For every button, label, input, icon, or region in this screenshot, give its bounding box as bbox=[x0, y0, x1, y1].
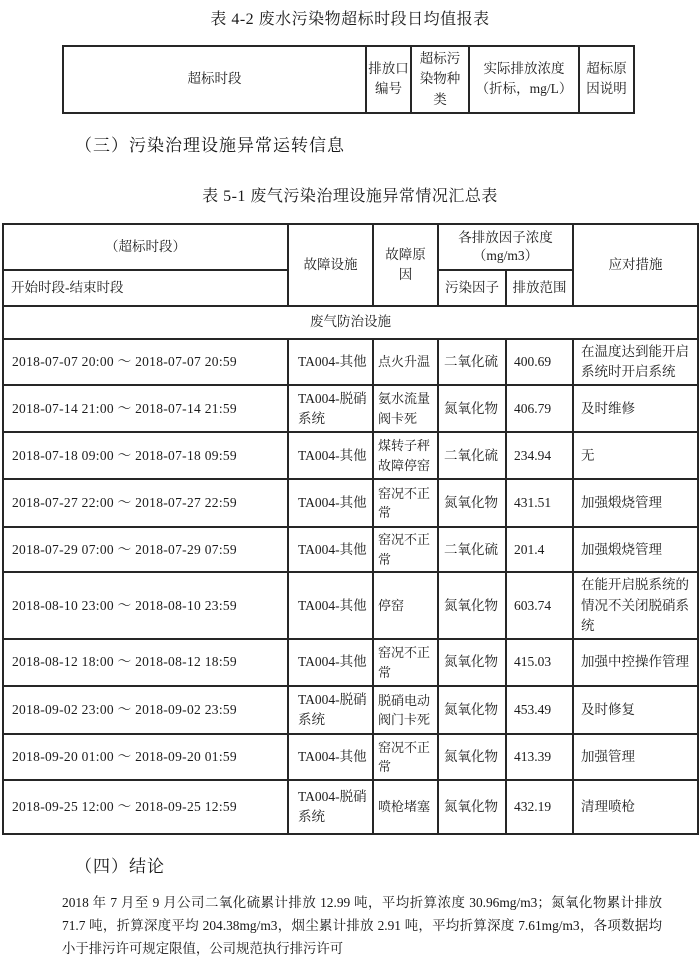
table-row bbox=[3, 639, 698, 686]
cell-factor: 二氧化硫 bbox=[438, 527, 506, 572]
table42-title: 表 4-2 废水污染物超标时段日均值报表 bbox=[210, 11, 490, 28]
cell-range: 201.4 bbox=[506, 527, 573, 572]
table-row bbox=[3, 686, 698, 734]
cell-range: 234.94 bbox=[506, 432, 573, 479]
cell-factor: 氮氧化物 bbox=[438, 385, 506, 432]
table51-header-concentration-line2: （mg/m3） bbox=[472, 247, 539, 263]
cell-measures: 加强中控操作管理 bbox=[573, 639, 698, 686]
table-row bbox=[3, 385, 698, 432]
cell-range: 413.39 bbox=[506, 734, 573, 780]
table51-header-period-bottom: 开始时段-结束时段 bbox=[3, 270, 288, 306]
table42-header-concentration bbox=[469, 46, 579, 113]
table42-header-concentration-line2: （折标，mg/L） bbox=[475, 81, 573, 97]
table42-header-concentration-line1: 实际排放浓度 bbox=[483, 61, 565, 77]
table42-header-outlet: 排放口编号 bbox=[366, 46, 411, 113]
table-row bbox=[3, 432, 698, 479]
cell-reason: 煤转子秤故障停窑 bbox=[373, 432, 438, 479]
cell-range: 431.51 bbox=[506, 479, 573, 527]
cell-period: 2018-07-18 09:00 ～ 2018-07-18 09:59 bbox=[3, 432, 288, 479]
table-row bbox=[3, 527, 698, 572]
cell-period: 2018-07-07 20:00 ～ 2018-07-07 20:59 bbox=[3, 339, 288, 386]
cell-measures: 加强管理 bbox=[573, 734, 698, 780]
table42-header-reason: 超标原因说明 bbox=[579, 46, 634, 113]
cell-reason: 窑况不正常 bbox=[373, 479, 438, 527]
table51-header-row-top bbox=[3, 224, 698, 270]
cell-period: 2018-09-25 12:00 ～ 2018-09-25 12:59 bbox=[3, 780, 288, 834]
cell-facility: TA004-其他 bbox=[288, 432, 373, 479]
table-row bbox=[3, 339, 698, 386]
table51-header-concentration-line1: 各排放因子浓度 bbox=[458, 229, 553, 245]
cell-period: 2018-09-20 01:00 ～ 2018-09-20 01:59 bbox=[3, 734, 288, 780]
cell-range: 603.74 bbox=[506, 572, 573, 639]
cell-period: 2018-07-29 07:00 ～ 2018-07-29 07:59 bbox=[3, 527, 288, 572]
table51-header-concentration-group bbox=[438, 224, 573, 270]
cell-facility: TA004-脱硝系统 bbox=[288, 780, 373, 834]
table51-abnormal-summary bbox=[2, 223, 699, 835]
cell-measures: 在能开启脱系统的情况不关闭脱硝系统 bbox=[573, 572, 698, 639]
cell-factor: 二氧化硫 bbox=[438, 339, 506, 386]
table51-header-measures: 应对措施 bbox=[573, 224, 698, 306]
table51-header-period-top: （超标时段） bbox=[3, 224, 288, 270]
cell-period: 2018-07-27 22:00 ～ 2018-07-27 22:59 bbox=[3, 479, 288, 527]
table51-header-range: 排放范围 bbox=[506, 270, 573, 306]
cell-factor: 氮氧化物 bbox=[438, 780, 506, 834]
table-row bbox=[3, 780, 698, 834]
cell-measures: 在温度达到能开启系统时开启系统 bbox=[573, 339, 698, 386]
table-row bbox=[3, 734, 698, 780]
cell-factor: 氮氧化物 bbox=[438, 734, 506, 780]
table51-section-row bbox=[3, 306, 698, 339]
cell-reason: 脱硝电动阀门卡死 bbox=[373, 686, 438, 734]
cell-facility: TA004-其他 bbox=[288, 527, 373, 572]
cell-measures: 无 bbox=[573, 432, 698, 479]
cell-measures: 及时维修 bbox=[573, 385, 698, 432]
table-row bbox=[3, 479, 698, 527]
table51-title: 表 5-1 废气污染治理设施异常情况汇总表 bbox=[202, 187, 498, 205]
cell-facility: TA004-其他 bbox=[288, 339, 373, 386]
cell-reason: 窑况不正常 bbox=[373, 734, 438, 780]
cell-measures: 加强煅烧管理 bbox=[573, 479, 698, 527]
cell-factor: 氮氧化物 bbox=[438, 572, 506, 639]
cell-period: 2018-08-12 18:00 ～ 2018-08-12 18:59 bbox=[3, 639, 288, 686]
section-heading-conclusion: （四）结论 bbox=[75, 857, 165, 876]
cell-measures: 及时修复 bbox=[573, 686, 698, 734]
cell-facility: TA004-其他 bbox=[288, 572, 373, 639]
conclusion-paragraph: 2018 年 7 月至 9 月公司二氧化硫累计排放 12.99 吨，平均折算浓度 30.96mg/m3；氮氧化物累计排放 71.7 吨，折算深度平均 204.38mg/m3，烟尘累计排放 2.91 吨，平均折算深度 7.61mg/m3，各项数据均小于排污许可规定限值，公司规范执行排污许可 bbox=[62, 895, 662, 956]
cell-range: 406.79 bbox=[506, 385, 573, 432]
table42-header-pollutant: 超标污染物种类 bbox=[411, 46, 469, 113]
cell-factor: 氮氧化物 bbox=[438, 479, 506, 527]
table51-header-facility: 故障设施 bbox=[288, 224, 373, 306]
cell-range: 415.03 bbox=[506, 639, 573, 686]
cell-range: 453.49 bbox=[506, 686, 573, 734]
cell-period: 2018-09-02 23:00 ～ 2018-09-02 23:59 bbox=[3, 686, 288, 734]
cell-range: 432.19 bbox=[506, 780, 573, 834]
table51-header-reason: 故障原因 bbox=[373, 224, 438, 306]
cell-facility: TA004-其他 bbox=[288, 734, 373, 780]
cell-reason: 停窑 bbox=[373, 572, 438, 639]
cell-period: 2018-07-14 21:00 ～ 2018-07-14 21:59 bbox=[3, 385, 288, 432]
cell-range: 400.69 bbox=[506, 339, 573, 386]
table-row bbox=[3, 572, 698, 639]
cell-measures: 加强煅烧管理 bbox=[573, 527, 698, 572]
cell-period: 2018-08-10 23:00 ～ 2018-08-10 23:59 bbox=[3, 572, 288, 639]
table42-header-period: 超标时段 bbox=[63, 46, 366, 113]
cell-reason: 窑况不正常 bbox=[373, 527, 438, 572]
section-heading-abnormal-operation: （三）污染治理设施异常运转信息 bbox=[75, 135, 345, 155]
cell-facility: TA004-其他 bbox=[288, 479, 373, 527]
cell-facility: TA004-脱硝系统 bbox=[288, 686, 373, 734]
cell-facility: TA004-其他 bbox=[288, 639, 373, 686]
cell-reason: 窑况不正常 bbox=[373, 639, 438, 686]
cell-reason: 点火升温 bbox=[373, 339, 438, 386]
table42-header-row bbox=[63, 46, 634, 113]
cell-reason: 喷枪堵塞 bbox=[373, 780, 438, 834]
table51-header-factor: 污染因子 bbox=[438, 270, 506, 306]
cell-facility: TA004-脱硝系统 bbox=[288, 385, 373, 432]
cell-factor: 氮氧化物 bbox=[438, 639, 506, 686]
cell-reason: 氨水流量阀卡死 bbox=[373, 385, 438, 432]
cell-factor: 氮氧化物 bbox=[438, 686, 506, 734]
table42-wastewater-exceedance bbox=[62, 45, 635, 114]
table51-section-label: 废气防治设施 bbox=[3, 306, 698, 339]
cell-measures: 清理喷枪 bbox=[573, 780, 698, 834]
cell-factor: 二氧化硫 bbox=[438, 432, 506, 479]
